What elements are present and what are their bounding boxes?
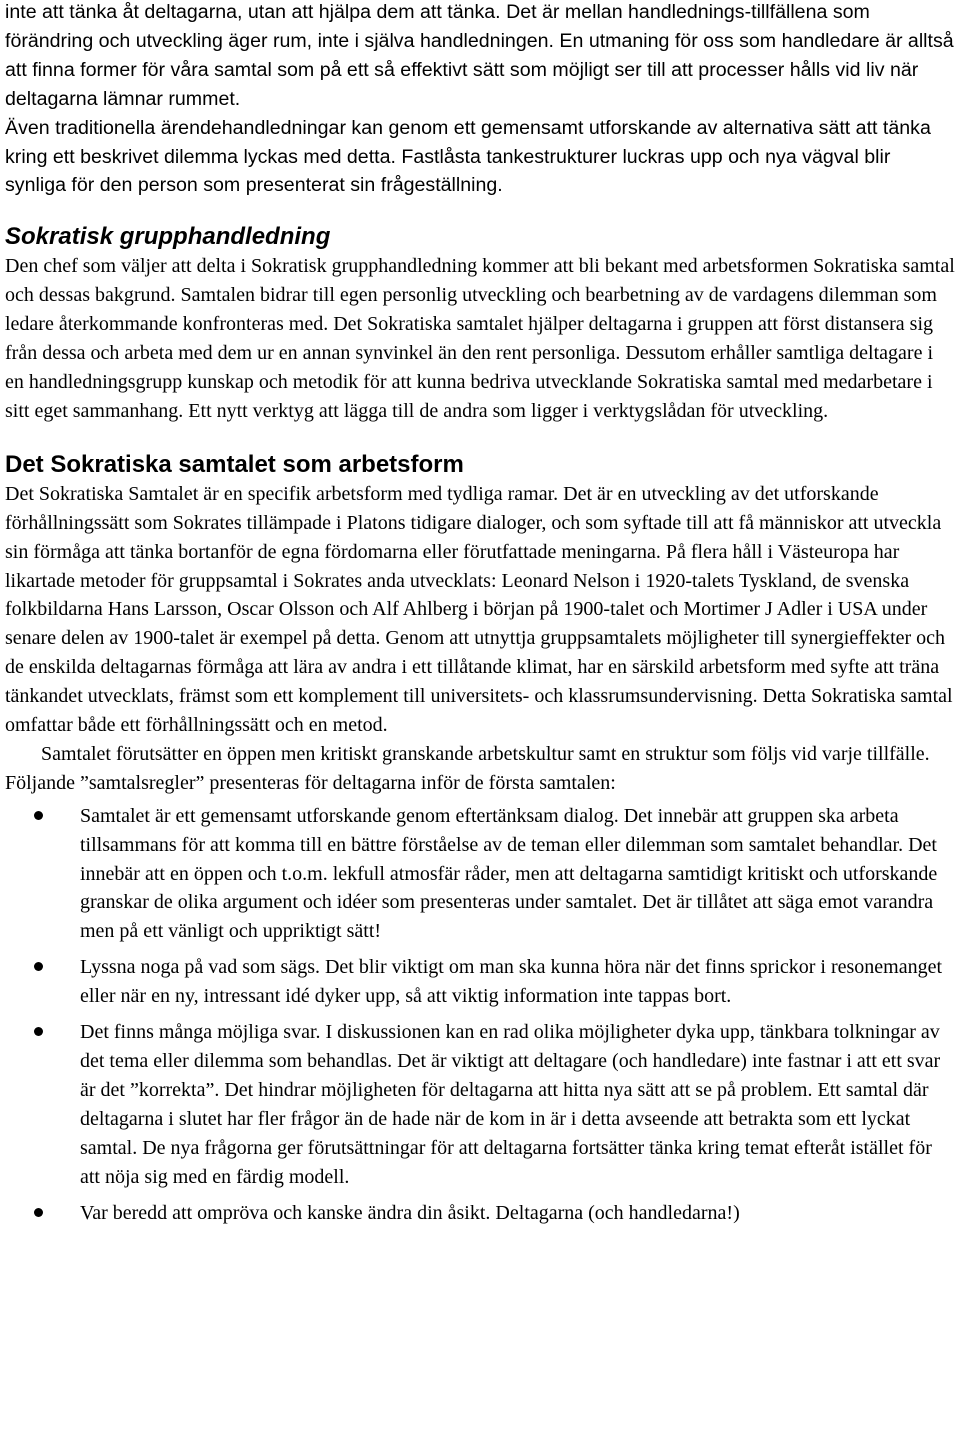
- section1-body: Den chef som väljer att delta i Sokratisk grupphandledning kommer att bli bekant med arbetsformen Sokratiska samtal och dessas bakgrund. Samtalen bidrar till egen personlig utveckling och bearbetning av de vardagens dilemman som ledare återkommande konfronteras med. Det Sokratiska samtalet hjälper deltagarna i gruppen att först distansera sig från dessa och arbeta med dem ur en annan synvinkel än den rent personliga. Dessutom erhåller samtliga deltagare i en handledningsgrupp kunskap och metodik för att kunna bedriva utvecklande Sokratiska samtal med medarbetare i sitt eget sammanhang. Ett nytt verktyg att lägga till de andra som ligger i verktygslådan för utveckling.: [5, 255, 955, 422]
- list-item-text: Lyssna noga på vad som sägs. Det blir viktigt om man ska kunna höra när det finns sprickor i resonemanget eller när en ny, intressant idé dyker upp, så att viktig information inte tappas bort.: [80, 956, 943, 1008]
- list-item: [5, 1199, 955, 1228]
- intro-paragraph-continuation: Även traditionella ärendehandledningar kan genom ett gemensamt utforskande av alternativa sätt att tänka kring ett beskrivet dilemma lyckas med detta. Fastlåsta tankestrukturer luckras upp och nya vägval blir synliga för den person som presenterat sin frågeställning.: [5, 116, 931, 197]
- list-item-text: Det finns många möjliga svar. I diskussionen kan en rad olika möjligheter dyka upp, tänkbara tolkningar av det tema eller dilemma som behandlas. Det är viktigt att deltagare (och handledare) inte fastnar i att ett svar är det ”korrekta”. Det hindrar möjligheten för deltagarna att hitta nya sätt att se på problem. Ett samtal där deltagarna i slutet har fler frågor än de hade när de kom in är i detta avseende att betrakta som ett lyckat samtal. De nya frågorna ger förutsättningar för att deltagarna fortsätter tänka kring temat efteråt istället för att nöja sig med en färdig modell.: [80, 1021, 941, 1188]
- section2-rules-intro: Samtalet förutsätter en öppen men kritiskt granskande arbetskultur samt en struktur som följs vid varje tillfälle. Följande ”samtalsregler” presenteras för deltagarna inför de första samtalen:: [5, 742, 930, 794]
- conversation-rules-list: [5, 802, 955, 1228]
- list-item: [5, 953, 955, 1011]
- list-item: [5, 802, 955, 947]
- bullet-icon: [34, 962, 43, 971]
- list-item-text: Samtalet är ett gemensamt utforskande genom eftertänksam dialog. Det innebär att gruppen ska arbeta tillsammans för att komma till en bättre förståelse av de teman eller dilemman som samtalet behandlar. Det innebär att en öppen och t.o.m. lekfull atmosfär råder, men att deltagarna samtidigt kritiskt och utforskande granskar de olika argument och idéer som presenteras under samtalet. Det är tillåtet att säga emot varandra men på ett vänligt och uppriktigt sätt!: [80, 804, 938, 943]
- bullet-icon: [34, 1208, 43, 1217]
- heading-sokratiska-samtalet-arbetsform: Det Sokratiska samtalet som arbetsform: [5, 450, 464, 478]
- list-item: [5, 1018, 955, 1191]
- list-item-text: Var beredd att ompröva och kanske ändra din åsikt. Deltagarna (och handledarna!): [80, 1201, 740, 1224]
- heading-sokratisk-grupphandledning: Sokratisk grupphandledning: [5, 223, 331, 251]
- intro-paragraph-sans: inte att tänka åt deltagarna, utan att hjälpa dem att tänka. Det är mellan handlednings-tillfällena som förändring och utveckling äger rum, inte i själva handledningen. En utmaning för oss som handledare är alltså att finna former för våra samtal som på ett så effektivt sätt som möjligt ser till att processer hålls vid liv när deltagarna lämnar rummet.: [5, 1, 954, 110]
- section2-body: Det Sokratiska Samtalet är en specifik arbetsform med tydliga ramar. Det är en utveckling av det utforskande förhållningssätt som Sokrates tillämpade i Platons tidigare dialoger, och som syftade till att få människor att utveckla sin förmåga att tänka bortanför de egna fördomarna eller förutfattade meningarna. På flera håll i Västeuropa har likartade metoder för gruppsamtal i Sokrates anda utvecklats: Leonard Nelson i 1920-talets Tyskland, de svenska folkbildarna Hans Larsson, Oscar Olsson och Alf Ahlberg i början på 1900-talet och Mortimer J Adler i USA under senare delen av 1900-talet är exempel på detta. Genom att utnyttja gruppsamtalets möjligheter till synergieffekter och de enskilda deltagarnas förmåga att lära av andra i ett tillåtande klimat, har en särskild arbetsform med syfte att träna tänkandet utvecklats, främst som ett komplement till universitets- och klassrumsundervisning. Detta Sokratiska samtal omfattar både ett förhållningssätt och en metod.: [5, 482, 953, 737]
- bullet-icon: [34, 811, 43, 820]
- document-page: [5, 0, 955, 1234]
- bullet-icon: [34, 1027, 43, 1036]
